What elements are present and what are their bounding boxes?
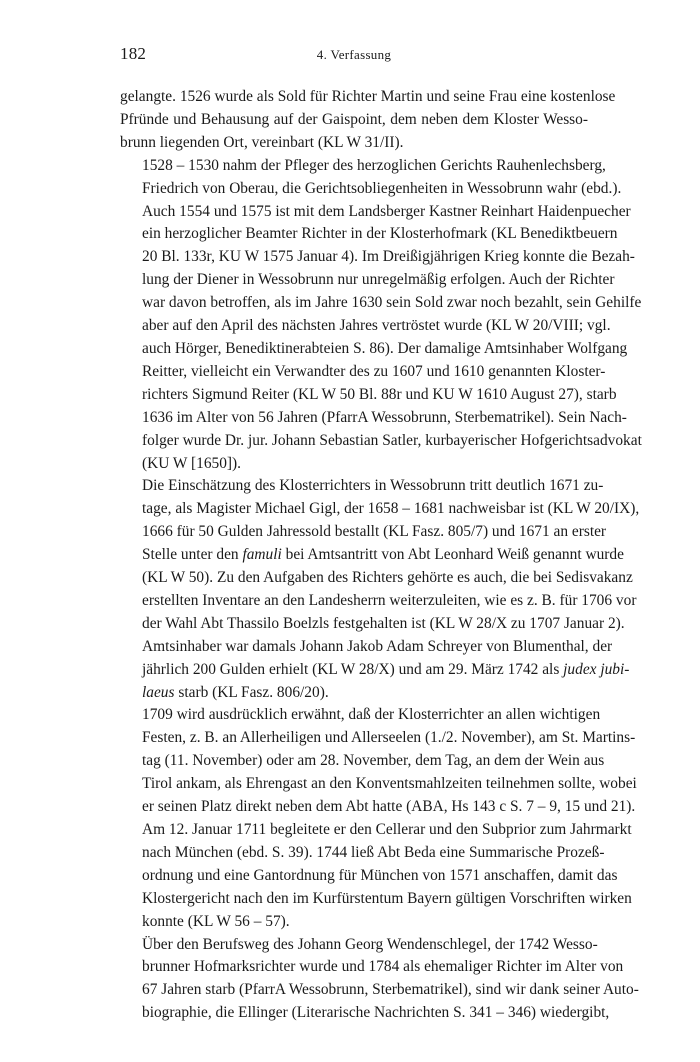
text-line: ein herzoglicher Beamter Richter in der Klosterhofmark (KL Benediktbeuern [142,225,618,243]
text-line: er seinen Platz direkt neben dem Abt hatte (ABA, Hs 143 c S. 7 – 9, 15 und 21). [142,798,636,816]
text-line: richters Sigmund Reiter (KL W 50 Bl. 88r und KU W 1610 August 27), starb [142,385,617,403]
text-line: Am 12. Januar 1711 begleitete er den Cellerar und den Subprior zum Jahrmarkt [142,821,632,838]
italic-term: laeus [142,683,175,701]
italic-term: famuli [242,546,282,564]
text-line: konnte (KL W 56 – 57). [142,912,290,930]
running-head: 4. Verfassung [316,47,392,62]
paragraph-p4 [120,704,637,933]
text-line: erstellten Inventare an den Landesherrn weiterzuleiten, wie es z. B. für 1706 vor [142,591,637,609]
text-line: tage, als Magister Michael Gigl, der 1658 – 1681 nachweisbar ist (KL W 20/IX), [142,500,640,518]
paragraph-p2 [120,155,642,476]
text-line: (KU W [1650]). [142,454,242,472]
page-number: 182 [120,44,147,63]
paragraph-p3 [120,475,640,704]
text-line: 1666 für 50 Gulden Jahressold bestallt (KL Fasz. 805/7) und 1671 an erster [142,523,607,541]
text-line: lung der Diener in Wessobrunn nur unregelmäßig erfolgen. Auch der Richter [142,271,615,289]
text-line: auch Hörger, Benediktinerabteien S. 86). Der damalige Amtsinhaber Wolfgang [142,339,628,357]
text-line: brunner Hofmarksrichter wurde und 1784 als ehemaliger Richter im Alter von [142,958,624,976]
text-line: ordnung und eine Gantordnung für München von 1571 anschaffen, damit das [142,866,618,884]
text-line: gelangte. 1526 wurde als Sold für Richter Martin und seine Frau eine kostenlose [120,88,616,105]
text-line: tag (11. November) oder am 28. November, dem Tag, an dem der Wein aus [142,752,605,770]
text-line: aber auf den April des nächsten Jahres vertröstet wurde (KL W 20/VIII; vgl. [142,317,611,335]
text-line: biographie, die Ellinger (Literarische Nachrichten S. 341 – 346) wiedergibt, [142,1004,610,1022]
text-line: Auch 1554 und 1575 ist mit dem Landsberger Kastner Reinhart Haidenpuecher [142,202,631,220]
text-line: Über den Berufsweg des Johann Georg Wendenschlegel, der 1742 Wesso- [142,935,598,953]
text-line: 1709 wird ausdrücklich erwähnt, daß der Klosterrichter an allen wichtigen [142,706,601,724]
text-line: Reitter, vielleicht ein Verwandter des zu 1607 und 1610 genannten Kloster- [142,362,606,380]
body-text [120,86,642,1025]
text-line: nach München (ebd. S. 39). 1744 ließ Abt Beda eine Summarische Prozeß- [142,843,605,861]
text-line: 1636 im Alter von 56 Jahren (PfarrA Wessobrunn, Sterbematrikel). Sein Nach- [142,408,627,426]
text-line: folger wurde Dr. jur. Johann Sebastian Satler, kurbayerischer Hofgerichtsadvokat [142,431,642,449]
paragraph-p5 [120,934,639,1026]
text-line: Stelle unter den famuli bei Amtsantritt von Abt Leonhard Weiß genannt wurde [142,546,624,564]
text-line: Friedrich von Oberau, die Gerichtsobliegenheiten in Wessobrunn wahr (ebd.). [142,179,622,197]
text-line: Tirol ankam, als Ehrengast an den Konventsmahlzeiten teilnehmen sollte, wobei [142,775,637,793]
text-line: Die Einschätzung des Klosterrichters in Wessobrunn tritt deutlich 1671 zu- [142,477,604,495]
text-line: (KL W 50). Zu den Aufgaben des Richters gehörte es auch, die bei Sedisvakanz [142,569,633,587]
text-line: jährlich 200 Gulden erhielt (KL W 28/X) und am 29. März 1742 als judex jubi- [142,660,630,678]
text-line: war davon betroffen, als im Jahre 1630 sein Sold zwar noch bezahlt, sein Gehilfe [142,294,642,312]
text-line: 67 Jahren starb (PfarrA Wessobrunn, Sterbematrikel), sind wir dank seiner Auto- [142,981,639,999]
text-line: Pfründe und Behausung auf der Gaispoint, dem neben dem Kloster Wesso- [120,110,588,128]
text-line: 1528 – 1530 nahm der Pfleger des herzoglichen Gerichts Rauhenlechsberg, [142,156,606,174]
text-line: Klostergericht nach den im Kurfürstentum Bayern gültigen Vorschriften wirken [142,889,632,907]
text-line: Festen, z. B. an Allerheiligen und Allerseelen (1./2. November), am St. Martins- [142,729,636,747]
text-line: der Wahl Abt Thassilo Boelzls festgehalten ist (KL W 28/X zu 1707 Januar 2). [142,614,625,632]
text-line: laeus starb (KL Fasz. 806/20). [142,683,329,701]
text-line: brunn liegenden Ort, vereinbart (KL W 31/II). [120,133,404,151]
text-line: Amtsinhaber war damals Johann Jakob Adam Schreyer von Blumenthal, der [142,637,613,655]
text-line: 20 Bl. 133r, KU W 1575 Januar 4). Im Dreißigjährigen Krieg konnte die Bezah- [142,248,635,266]
italic-term: judex jubi- [563,660,630,678]
paragraph-p1 [120,86,616,155]
